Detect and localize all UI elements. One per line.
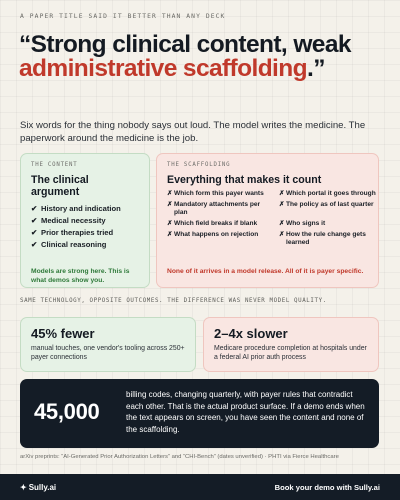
brand-name: Sully.ai: [28, 482, 57, 492]
list-item: [31, 227, 139, 239]
x-icon: ✗: [167, 220, 173, 227]
x-icon: ✗: [167, 231, 173, 238]
stat-value: 2–4x slower: [214, 326, 288, 341]
footer-bar: [0, 474, 400, 500]
x-icon: ✗: [167, 201, 173, 208]
list-item-label: How the rule change gets learned: [286, 231, 366, 246]
list-item-label: Medical necessity: [41, 216, 106, 225]
brand-logo[interactable]: [20, 483, 56, 492]
subtitle: Six words for the thing nobody says out loud. The model writes the medicine. The paperwork around the medicine is the job.: [20, 120, 366, 144]
stat-description: manual touches, one vendor's tooling across 250+ payer connections: [31, 345, 185, 361]
headline-accent: administrative scaffolding: [19, 55, 307, 82]
list-item-label: Which form this payer wants: [174, 190, 264, 197]
section-divider-text: SAME TECHNOLOGY, OPPOSITE OUTCOMES. THE DIFFERENCE WAS NEVER MODEL QUALITY.: [20, 298, 327, 304]
check-icon: ✔: [31, 204, 38, 213]
list-item: [279, 231, 379, 247]
list-item-label: History and indication: [41, 204, 121, 213]
content-card-note: Models are strong here. This is what demos show you.: [31, 268, 130, 284]
highlight-box: [20, 379, 379, 448]
headline-part1: “Strong clinical content, weak: [19, 31, 351, 58]
list-item-label: Mandatory attachments per plan: [174, 201, 261, 216]
list-item-label: Clinical reasoning: [41, 240, 107, 249]
x-icon: ✗: [279, 220, 285, 227]
list-item: [279, 190, 379, 198]
x-icon: ✗: [279, 231, 285, 238]
kicker: A PAPER TITLE SAID IT BETTER THAN ANY DECK: [20, 13, 226, 20]
scaffolding-card-note: None of it arrives in a model release. All of it is payer specific.: [167, 268, 364, 275]
check-icon: ✔: [31, 240, 38, 249]
list-item: [167, 231, 274, 247]
content-card-title: The clinical argument: [31, 174, 89, 198]
x-icon: ✗: [167, 190, 173, 197]
list-item: [279, 201, 379, 217]
scaffolding-card: [156, 153, 379, 288]
list-item: [31, 239, 139, 251]
list-item-label: Which field breaks if blank: [174, 220, 258, 227]
source-citation: arXiv preprints: “AI-Generated Prior Authorization Letters” and “CHI-Bench” (dates unverified) · PHTI via Fierce Healthcare: [20, 454, 339, 460]
content-list: [31, 203, 139, 251]
book-demo-link[interactable]: Book your demo with Sully.ai: [274, 482, 380, 492]
list-item: [31, 203, 139, 215]
list-item-label: The policy as of last quarter: [286, 201, 374, 208]
list-item: [167, 220, 274, 228]
headline-part2: .”: [307, 55, 325, 82]
stat-description: Medicare procedure completion at hospitals under a federal AI prior auth process: [214, 345, 367, 361]
list-item: [31, 215, 139, 227]
list-item: [279, 220, 379, 228]
check-icon: ✔: [31, 216, 38, 225]
check-icon: ✔: [31, 228, 38, 237]
x-icon: ✗: [279, 201, 285, 208]
list-item: [167, 201, 274, 217]
stat-value: 45% fewer: [31, 326, 95, 341]
stat-card-fewer: [20, 317, 196, 372]
x-icon: ✗: [279, 190, 285, 197]
content-card: [20, 153, 150, 288]
scaffolding-card-title: Everything that makes it count: [167, 174, 322, 186]
list-item: [167, 190, 274, 198]
scaffolding-card-label: THE SCAFFOLDING: [167, 162, 231, 168]
list-item-label: Who signs it: [286, 220, 326, 227]
stat-card-slower: [203, 317, 379, 372]
list-item-label: What happens on rejection: [174, 231, 259, 238]
scaffolding-list: [167, 190, 376, 250]
headline: [19, 33, 384, 81]
list-item-label: Which portal it goes through: [286, 190, 376, 197]
sparkle-icon: ✦: [20, 482, 27, 492]
highlight-number: 45,000: [34, 399, 100, 424]
content-card-label: THE CONTENT: [31, 162, 78, 168]
highlight-text: billing codes, changing quarterly, with payer rules that contradict each other. That is the actual product surface. If a demo ends when the text appears on screen, you have seen the content and none of the scaffolding.: [126, 390, 365, 434]
list-item-label: Prior therapies tried: [41, 228, 114, 237]
